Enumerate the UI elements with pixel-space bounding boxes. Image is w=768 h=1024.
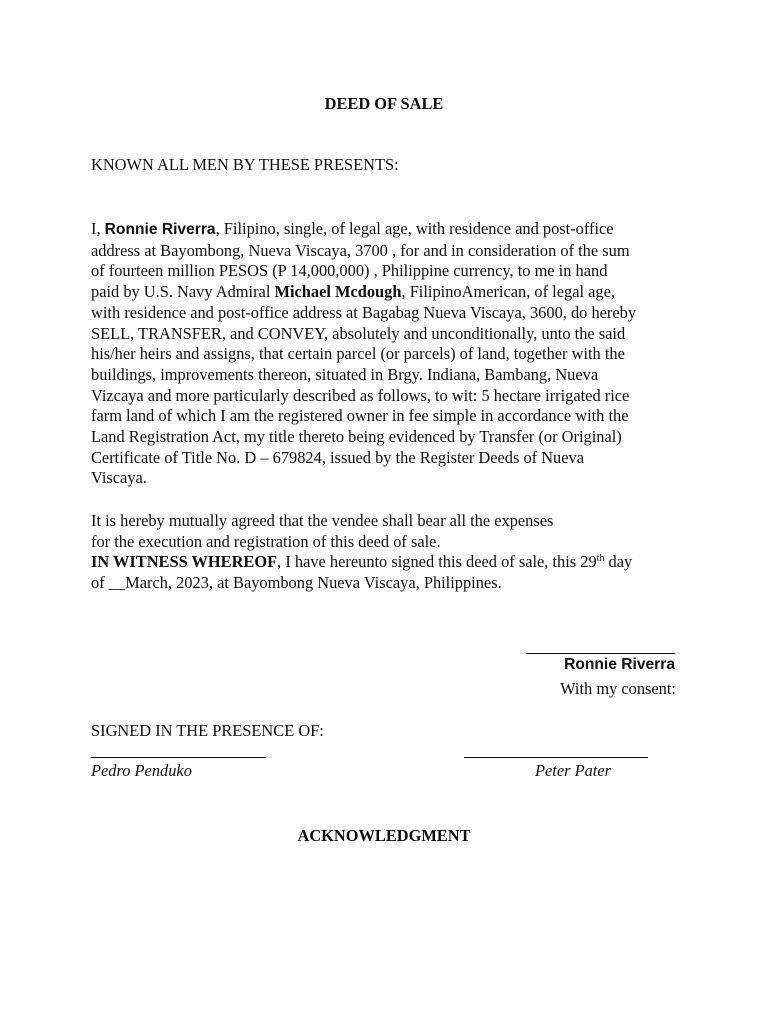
- consent-label: With my consent:: [560, 679, 676, 698]
- body-line-10: farm land of which I am the registered owner in fee simple in accordance with the: [91, 406, 629, 426]
- body-line-4: [91, 282, 691, 303]
- seller-signature-name: Ronnie Riverra: [564, 656, 675, 673]
- body-text: , Filipino, single, of legal age, with residence and post-office: [215, 219, 614, 238]
- expenses-line-2: for the execution and registration of this deed of sale.: [91, 531, 441, 551]
- witness2-signature-line: [464, 757, 648, 758]
- body-text: I,: [91, 219, 105, 238]
- witness1-name: Pedro Penduko: [91, 761, 192, 780]
- body-line-12: Certificate of Title No. D – 679824, issued by the Register Deeds of Nueva: [91, 447, 584, 467]
- body-text: paid by U.S. Navy Admiral: [91, 282, 275, 302]
- acknowledgment-heading: ACKNOWLEDGMENT: [297, 826, 471, 845]
- deed-body-paragraph: [91, 219, 691, 489]
- body-line-7: his/her heirs and assigns, that certain parcel (or parcels) of land, together with the: [91, 344, 625, 364]
- body-line-13: Viscaya.: [91, 468, 147, 488]
- day-suffix: th: [596, 553, 605, 565]
- body-line-6: SELL, TRANSFER, and CONVEY, absolutely and unconditionally, unto the said: [91, 323, 626, 343]
- expenses-line-1: It is hereby mutually agreed that the vendee shall bear all the expenses: [91, 511, 554, 530]
- buyer-name: Michael Mcdough: [274, 282, 402, 302]
- witness-text: day: [604, 552, 633, 572]
- witness-line-1: [91, 552, 691, 573]
- witness-heading: IN WITNESS WHEREOF: [91, 552, 278, 572]
- witness2-name: Peter Pater: [535, 761, 612, 780]
- body-line-9: Vizcaya and more particularly described as follows, to wit: 5 hectare irrigated rice: [91, 385, 630, 405]
- body-line-1: [91, 219, 691, 241]
- body-line-3: of fourteen million PESOS (P 14,000,000) , Philippine currency, to me in hand: [91, 261, 608, 281]
- seller-name: Ronnie Riverra: [104, 221, 216, 238]
- body-text: , FilipinoAmerican, of legal age,: [401, 282, 615, 302]
- witness-text: , I have hereunto signed this deed of sale, this 29: [277, 552, 597, 572]
- body-line-2: address at Bayombong, Nueva Viscaya, 3700 , for and in consideration of the sum: [91, 240, 630, 260]
- body-line-11: Land Registration Act, my title thereto being evidenced by Transfer (or Original): [91, 427, 622, 447]
- body-line-5: with residence and post-office address at Bagabag Nueva Viscaya, 3600, do hereby: [91, 302, 637, 322]
- witness-line-2: of __March, 2023, at Bayombong Nueva Viscaya, Philippines.: [91, 573, 502, 593]
- presence-label: SIGNED IN THE PRESENCE OF:: [91, 721, 324, 740]
- body-line-8: buildings, improvements thereon, situated in Brgy. Indiana, Bambang, Nueva: [91, 364, 599, 384]
- document-title: DEED OF SALE: [324, 94, 444, 113]
- expenses-paragraph: [91, 511, 691, 594]
- seller-signature-line: [526, 653, 675, 654]
- salutation: KNOWN ALL MEN BY THESE PRESENTS:: [91, 155, 399, 174]
- witness1-signature-line: [91, 757, 266, 758]
